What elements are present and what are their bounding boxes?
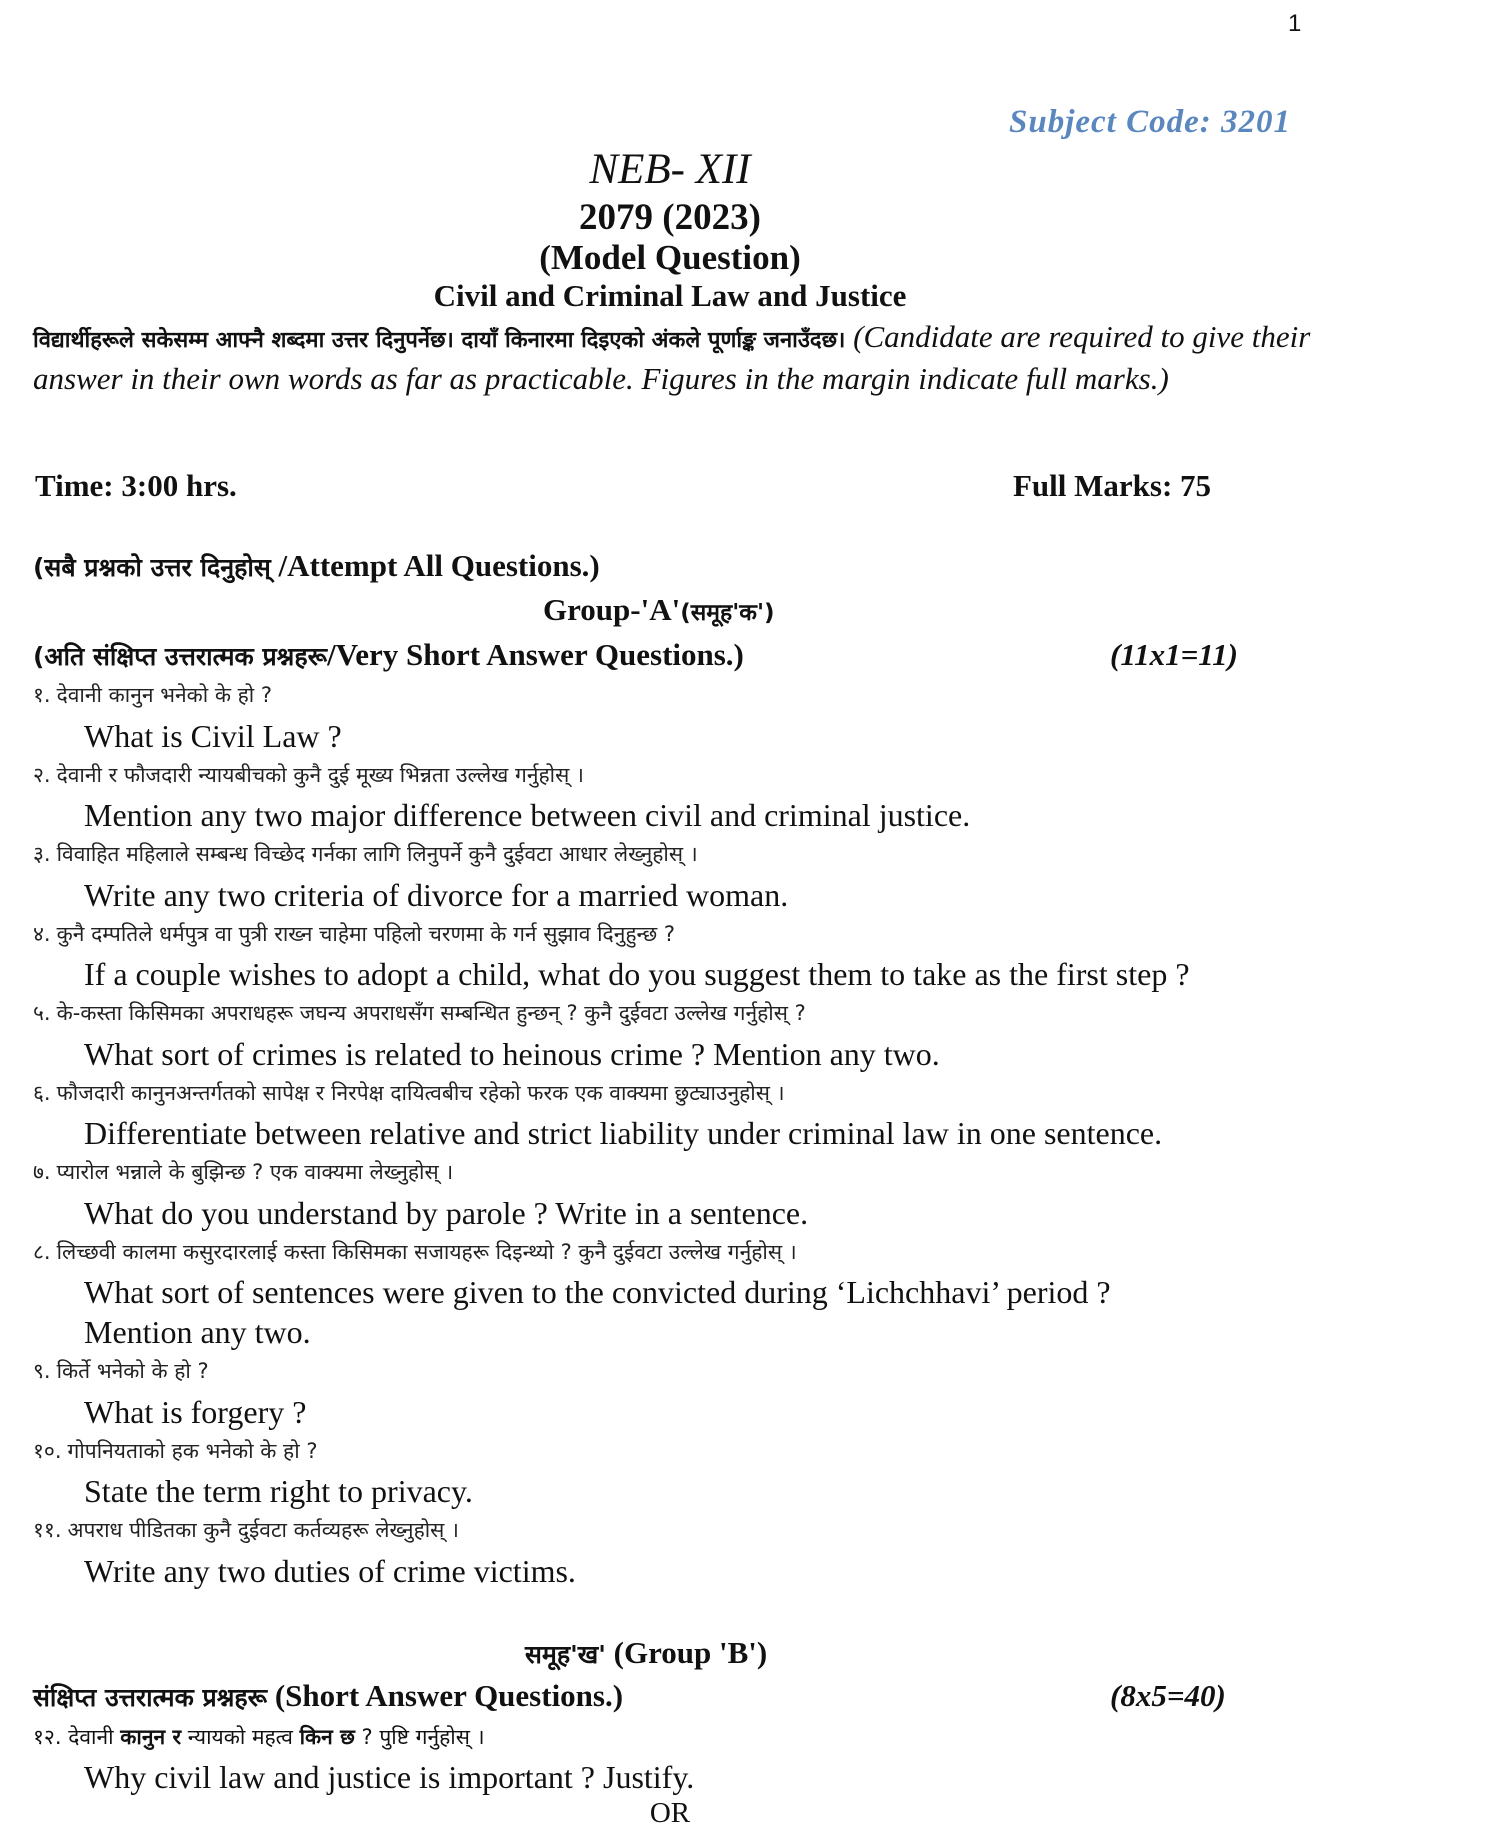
- exam-year: 2079 (2023): [579, 197, 761, 238]
- question-text-nepali: किर्ते भनेको के हो ?: [56, 1359, 209, 1383]
- exam-type: (Model Question): [539, 238, 801, 277]
- or-label: OR: [649, 1797, 691, 1829]
- question-nepali: [33, 756, 1433, 796]
- question-number: ३.: [33, 842, 51, 866]
- question-text-english: What is Civil Law ?: [84, 717, 342, 754]
- question-text-nepali: के-कस्ता किसिमका अपराधहरू जघन्य अपराधसँग सम्बन्धित हुन्छन् ? कुनै दुईवटा उल्लेख गर्नुहोस् ?: [56, 1001, 806, 1025]
- group-b-heading-np: समूह'ख': [525, 1640, 606, 1669]
- group-a-subtitle-np: (अति संक्षिप्त उत्तरात्मक प्रश्नहरू: [33, 642, 328, 671]
- time-allowed: Time: 3:00 hrs.: [35, 468, 237, 503]
- question-number: २.: [33, 762, 51, 787]
- question-nepali: [33, 676, 1433, 716]
- question-number: १०.: [33, 1438, 62, 1463]
- group-a-subtitle-en: /Very Short Answer Questions.): [327, 637, 744, 672]
- q12-part: ? पुष्टि गर्नुहोस् ।: [354, 1725, 485, 1749]
- instructions: [33, 318, 1333, 397]
- question-nepali: [33, 835, 1433, 875]
- question-text-nepali: देवानी र फौजदारी न्यायबीचको कुनै दुई मूख्य भिन्नता उल्लेख गर्नुहोस् ।: [56, 762, 584, 787]
- subject-title: Civil and Criminal Law and Justice: [433, 278, 907, 313]
- question-text-english: What do you understand by parole ? Write in a sentence.: [84, 1194, 809, 1231]
- question-number: १.: [33, 683, 51, 707]
- attempt-english: /Attempt All Questions.): [270, 548, 600, 583]
- question-text-nepali: लिच्छवी कालमा कसुरदारलाई कस्ता किसिमका सजायहरू दिइन्थ्यो ? कुनै दुईवटा उल्लेख गर्नुहोस् ।: [56, 1239, 797, 1264]
- group-a-question-list: [33, 676, 1433, 1591]
- question-text-english: Mention any two major difference between civil and criminal justice.: [84, 797, 971, 833]
- question-text-english: Write any two duties of crime victims.: [84, 1552, 576, 1589]
- question-nepali: [33, 994, 1433, 1034]
- group-a-heading-np: (समूह'क'): [680, 600, 775, 626]
- group-b-heading: [525, 1635, 767, 1671]
- q12-part: देवानी: [68, 1725, 121, 1749]
- question-nepali: [33, 1432, 1433, 1472]
- question-number: ५.: [33, 1001, 51, 1025]
- question-nepali: [33, 915, 1433, 955]
- attempt-nepali: (सबै प्रश्नको उत्तर दिनुहोस्: [33, 553, 271, 582]
- question-nepali: [33, 1153, 1433, 1193]
- group-b-subtitle-np: संक्षिप्त उत्तरात्मक प्रश्नहरू: [33, 1683, 268, 1712]
- group-b-marks: (8x5=40): [1110, 1678, 1226, 1713]
- question-text-english: What sort of crimes is related to heinous crime ? Mention any two.: [84, 1035, 940, 1072]
- group-a-heading: [543, 592, 775, 628]
- question-text-nepali: फौजदारी कानुनअन्तर्गतको सापेक्ष र निरपेक्ष दायित्वबीच रहेको फरक एक वाक्यमा छुट्याउनुहोस् ।: [56, 1080, 785, 1105]
- group-b-subtitle-en: (Short Answer Questions.): [267, 1678, 624, 1713]
- question-text-english: If a couple wishes to adopt a child, what do you suggest them to take as the first step ?: [84, 956, 1190, 992]
- question-text-nepali: विवाहित महिलाले सम्बन्ध विच्छेद गर्नका लागि लिनुपर्ने कुनै दुईवटा आधार लेख्नुहोस् ।: [56, 842, 698, 866]
- question-12-nepali: [33, 1718, 485, 1757]
- q12-part: न्यायको महत्व: [181, 1725, 300, 1749]
- question-text-nepali: कुनै दम्पतिले धर्मपुत्र वा पुत्री राख्न चाहेमा पहिलो चरणमा के गर्न सुझाव दिनुहुन्छ ?: [56, 921, 676, 946]
- question-number: ७.: [33, 1160, 51, 1184]
- group-a-heading-en: Group-'A': [543, 592, 681, 627]
- group-b-heading-en: (Group 'B'): [605, 1635, 768, 1670]
- question-number: ८.: [33, 1239, 51, 1264]
- question-text-english: Write any two criteria of divorce for a married woman.: [84, 876, 789, 913]
- question-12-english: Why civil law and justice is important ? Justify.: [84, 1759, 695, 1795]
- question-text-english: Mention any two.: [84, 1314, 311, 1350]
- question-text-english: What sort of sentences were given to the convicted during ‘Lichchhavi’ period ?: [84, 1274, 1111, 1310]
- question-text-english: Differentiate between relative and strict liability under criminal law in one sentence.: [84, 1115, 1163, 1151]
- group-a-subtitle: [33, 637, 744, 673]
- page-number: 1: [1288, 10, 1302, 37]
- question-nepali: [33, 1233, 1433, 1273]
- question-number: ६.: [33, 1080, 51, 1105]
- question-text-english: State the term right to privacy.: [84, 1473, 473, 1509]
- group-b-subtitle: [33, 1678, 623, 1714]
- instructions-nepali: विद्यार्थीहरूले सकेसम्म आफ्नै शब्दमा उत्तर दिनुपर्नेछ। दायाँ किनारमा दिइएको अंकले पूर्णाङ्क जनाउँदछ।: [33, 328, 846, 353]
- question-text-nepali: गोपनियताको हक भनेको के हो ?: [67, 1438, 318, 1463]
- question-nepali: [33, 1074, 1433, 1114]
- question-text-nepali: अपराध पीडितका कुनै दुईवटा कर्तव्यहरू लेख्नुहोस् ।: [67, 1518, 460, 1542]
- q12-part: किन छ: [299, 1725, 355, 1749]
- q12-part: कानुन र: [120, 1725, 182, 1749]
- attempt-all-instruction: [33, 548, 600, 584]
- question-nepali: [33, 1352, 1433, 1392]
- question-number: ११.: [33, 1518, 62, 1542]
- question-nepali: [33, 1511, 1433, 1551]
- question-text-nepali: देवानी कानुन भनेको के हो ?: [56, 683, 273, 707]
- question-number: ९.: [33, 1359, 51, 1383]
- question-text-nepali: प्यारोल भन्नाले के बुझिन्छ ? एक वाक्यमा लेख्नुहोस् ।: [56, 1160, 454, 1184]
- question-number: १२.: [33, 1725, 62, 1749]
- group-a-marks: (11x1=11): [1110, 637, 1238, 672]
- exam-board: NEB- XII: [589, 146, 751, 193]
- question-number: ४.: [33, 921, 51, 946]
- full-marks: Full Marks: 75: [1013, 468, 1212, 503]
- question-text-english: What is forgery ?: [84, 1393, 307, 1430]
- subject-code: Subject Code: 3201: [1009, 104, 1291, 140]
- instructions-english: (Candidate are required to give their answer in their own words as far as practicable. Figures in the margin indicate full marks.): [33, 319, 1311, 396]
